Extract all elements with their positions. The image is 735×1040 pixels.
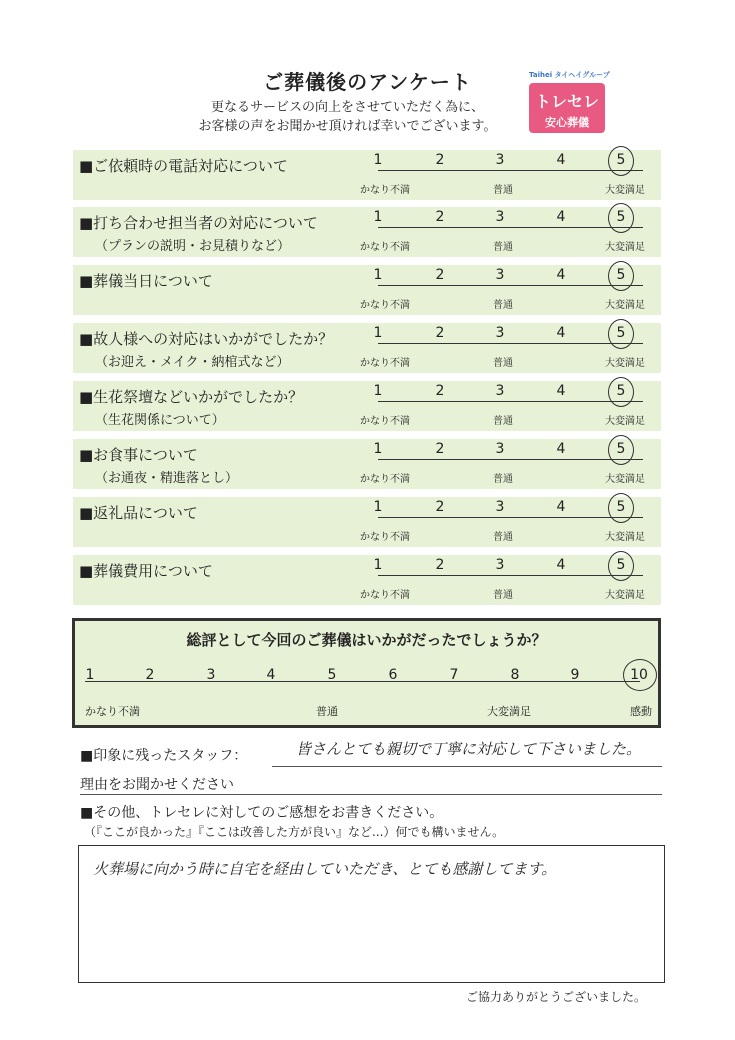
rating-option-5[interactable] <box>611 325 631 341</box>
scale-mid-label: 普通 <box>493 242 513 253</box>
comments-note: （『ここが良かった』『ここは改善した方が良い』など...）何でも構いません。 <box>84 825 505 839</box>
question-row <box>73 439 661 489</box>
rating-number: 1 <box>373 383 383 399</box>
rating-option-4[interactable] <box>551 209 571 225</box>
question-label: ■打ち合わせ担当者の対応について <box>79 214 318 232</box>
scale-mid-label: 普通 <box>493 358 513 369</box>
scale-high-label: 大変満足 <box>605 474 645 485</box>
question-label: ■葬儀当日について <box>79 272 213 290</box>
rating-option-5[interactable] <box>611 383 631 399</box>
rating-number: 1 <box>373 557 383 573</box>
rating-option-2[interactable] <box>430 499 450 515</box>
rating-number: 5 <box>616 441 626 457</box>
rating-number: 3 <box>495 499 505 515</box>
question-row <box>73 207 661 257</box>
rating-option-4[interactable] <box>551 267 571 283</box>
rating-number: 2 <box>435 383 445 399</box>
overall-option-9[interactable]: 9 <box>570 667 580 683</box>
rating-option-2[interactable] <box>430 557 450 573</box>
selected-circle <box>608 319 634 349</box>
staff-answer[interactable]: 皆さんとても親切で丁寧に対応して下さいました。 <box>296 740 642 758</box>
question-label: ■お食事について <box>79 446 198 464</box>
comments-answer: 火葬場に向かう時に自宅を経由していただき、とても感謝してます。 <box>93 860 557 878</box>
scale-line <box>378 227 643 228</box>
scale-low-label: かなり不満 <box>360 416 410 427</box>
selected-circle <box>608 203 634 233</box>
rating-number: 3 <box>495 325 505 341</box>
rating-number: 1 <box>373 441 383 457</box>
rating-option-1[interactable] <box>368 267 388 283</box>
rating-option-3[interactable] <box>490 499 510 515</box>
question-row <box>73 150 661 200</box>
rating-number: 1 <box>373 325 383 341</box>
rating-option-2[interactable] <box>430 441 450 457</box>
overall-scale-line <box>85 681 640 682</box>
rating-option-3[interactable] <box>490 383 510 399</box>
overall-option-6[interactable]: 6 <box>388 667 398 683</box>
scale-high-label: 大変満足 <box>605 358 645 369</box>
staff-answer-line <box>272 766 662 767</box>
rating-number: 1 <box>373 267 383 283</box>
rating-number: 5 <box>616 557 626 573</box>
overall-option-3[interactable]: 3 <box>206 667 216 683</box>
selected-circle <box>608 377 634 407</box>
scale-mid-label: 普通 <box>493 416 513 427</box>
closing-message: ご協力ありがとうございました。 <box>466 990 647 1004</box>
question-row <box>73 381 661 431</box>
rating-number: 2 <box>435 325 445 341</box>
scale-mid-label: 普通 <box>493 474 513 485</box>
question-row <box>73 497 661 547</box>
selected-circle <box>608 493 634 523</box>
question-label: ■ご依頼時の電話対応について <box>79 157 288 175</box>
overall-option-8[interactable]: 8 <box>510 667 520 683</box>
scale-high-label: 大変満足 <box>605 416 645 427</box>
rating-option-1[interactable] <box>368 152 388 168</box>
rating-option-5[interactable] <box>611 557 631 573</box>
rating-number: 3 <box>495 383 505 399</box>
rating-number: 5 <box>616 152 626 168</box>
rating-option-2[interactable] <box>430 152 450 168</box>
question-label: ■葬儀費用について <box>79 562 213 580</box>
question-sublabel: （プランの説明・お見積りなど） <box>95 239 291 254</box>
comments-box[interactable] <box>78 845 665 983</box>
rating-number: 3 <box>495 441 505 457</box>
scale-low-label: かなり不満 <box>360 590 410 601</box>
scale-low-label: かなり不満 <box>360 185 410 196</box>
overall-top-label: 感動 <box>630 705 652 718</box>
rating-option-5[interactable] <box>611 152 631 168</box>
question-row <box>73 265 661 315</box>
rating-number: 2 <box>435 209 445 225</box>
overall-selected-circle <box>623 659 657 691</box>
selected-circle <box>608 261 634 291</box>
question-sublabel: （お通夜・精進落とし） <box>95 471 239 486</box>
rating-option-3[interactable] <box>490 441 510 457</box>
rating-option-2[interactable] <box>430 209 450 225</box>
question-sublabel: （生花関係について） <box>95 413 225 428</box>
selected-circle <box>608 435 634 465</box>
rating-number: 1 <box>373 499 383 515</box>
scale-line <box>378 459 643 460</box>
rating-option-1[interactable] <box>368 499 388 515</box>
rating-option-3[interactable] <box>490 325 510 341</box>
rating-number: 2 <box>435 441 445 457</box>
rating-option-1[interactable] <box>368 557 388 573</box>
rating-option-1[interactable] <box>368 441 388 457</box>
rating-option-1[interactable] <box>368 209 388 225</box>
rating-option-3[interactable] <box>490 557 510 573</box>
scale-line <box>378 343 643 344</box>
overall-option-1[interactable]: 1 <box>85 667 95 683</box>
staff-label: ■印象に残ったスタッフ： <box>80 748 248 764</box>
rating-number: 4 <box>556 325 566 341</box>
question-label: ■生花祭壇などいかがでしたか？ <box>79 388 304 406</box>
rating-option-4[interactable] <box>551 557 571 573</box>
rating-option-4[interactable] <box>551 152 571 168</box>
scale-low-label: かなり不満 <box>360 300 410 311</box>
scale-low-label: かなり不満 <box>360 358 410 369</box>
scale-mid-label: 普通 <box>493 185 513 196</box>
scale-line <box>378 575 643 576</box>
rating-number: 5 <box>616 209 626 225</box>
scale-high-label: 大変満足 <box>605 532 645 543</box>
scale-high-label: 大変満足 <box>605 242 645 253</box>
reason-line <box>80 794 662 795</box>
rating-number: 4 <box>556 441 566 457</box>
rating-number: 2 <box>435 152 445 168</box>
rating-number: 4 <box>556 152 566 168</box>
rating-number: 4 <box>556 499 566 515</box>
selected-circle <box>608 146 634 176</box>
logo-main-text: トレセレ <box>534 92 599 111</box>
overall-high-label: 大変満足 <box>487 705 531 718</box>
overall-option-4[interactable]: 4 <box>266 667 276 683</box>
scale-high-label: 大変満足 <box>605 300 645 311</box>
comments-label: ■その他、トレセレに対してのご感想をお書きください。 <box>80 805 444 821</box>
rating-option-3[interactable] <box>490 267 510 283</box>
scale-high-label: 大変満足 <box>605 590 645 601</box>
rating-number: 4 <box>556 267 566 283</box>
overall-option-10[interactable]: 10 <box>630 667 648 683</box>
rating-option-4[interactable] <box>551 441 571 457</box>
overall-title: 総評として今回のご葬儀はいかがだったでしょうか？ <box>186 631 547 649</box>
overall-rating-box <box>72 618 661 728</box>
question-row <box>73 323 661 373</box>
rating-number: 2 <box>435 499 445 515</box>
rating-option-5[interactable] <box>611 209 631 225</box>
rating-option-5[interactable] <box>611 267 631 283</box>
scale-mid-label: 普通 <box>493 590 513 601</box>
rating-number: 3 <box>495 557 505 573</box>
brand-logo <box>529 70 629 133</box>
scale-line <box>378 285 643 286</box>
scale-line <box>378 517 643 518</box>
rating-option-2[interactable] <box>430 325 450 341</box>
rating-option-4[interactable] <box>551 325 571 341</box>
rating-option-4[interactable] <box>551 499 571 515</box>
rating-number: 3 <box>495 267 505 283</box>
rating-option-2[interactable] <box>430 267 450 283</box>
rating-number: 5 <box>616 325 626 341</box>
scale-low-label: かなり不満 <box>360 532 410 543</box>
question-sublabel: （お迎え・メイク・納棺式など） <box>95 355 290 370</box>
rating-number: 5 <box>616 383 626 399</box>
overall-option-5[interactable]: 5 <box>327 667 337 683</box>
logo-badge <box>529 83 605 133</box>
rating-number: 2 <box>435 557 445 573</box>
rating-option-3[interactable] <box>490 152 510 168</box>
rating-option-1[interactable] <box>368 383 388 399</box>
scale-low-label: かなり不満 <box>360 474 410 485</box>
rating-number: 4 <box>556 383 566 399</box>
rating-option-3[interactable] <box>490 209 510 225</box>
rating-option-1[interactable] <box>368 325 388 341</box>
rating-number: 5 <box>616 267 626 283</box>
rating-option-4[interactable] <box>551 383 571 399</box>
scale-mid-label: 普通 <box>493 300 513 311</box>
intro-line-2: お客様の声をお聞かせ頂ければ幸いでございます。 <box>198 119 497 134</box>
rating-number: 2 <box>435 267 445 283</box>
intro-line-1: 更なるサービスの向上をさせていただく為に、 <box>210 100 484 115</box>
rating-number: 3 <box>495 152 505 168</box>
scale-low-label: かなり不満 <box>360 242 410 253</box>
overall-option-2[interactable]: 2 <box>145 667 155 683</box>
group-logo-text: Taihei タイヘイグループ <box>529 71 610 79</box>
rating-number: 1 <box>373 209 383 225</box>
question-row <box>73 555 661 605</box>
rating-option-5[interactable] <box>611 499 631 515</box>
overall-low-label: かなり不満 <box>85 705 140 718</box>
logo-sub-text: 安心葬儀 <box>545 116 589 129</box>
question-label: ■故人様への対応はいかがでしたか？ <box>79 330 334 348</box>
rating-number: 3 <box>495 209 505 225</box>
rating-number: 1 <box>373 152 383 168</box>
scale-high-label: 大変満足 <box>605 185 645 196</box>
overall-option-7[interactable]: 7 <box>449 667 459 683</box>
rating-option-2[interactable] <box>430 383 450 399</box>
scale-line <box>378 170 643 171</box>
scale-mid-label: 普通 <box>493 532 513 543</box>
rating-number: 4 <box>556 209 566 225</box>
rating-number: 4 <box>556 557 566 573</box>
reason-label: 理由をお聞かせください <box>80 777 234 793</box>
survey-title: ご葬儀後のアンケート <box>263 70 472 94</box>
question-label: ■返礼品について <box>79 504 198 522</box>
overall-mid-label: 普通 <box>316 705 338 718</box>
rating-option-5[interactable] <box>611 441 631 457</box>
rating-number: 5 <box>616 499 626 515</box>
scale-line <box>378 401 643 402</box>
selected-circle <box>608 551 634 581</box>
